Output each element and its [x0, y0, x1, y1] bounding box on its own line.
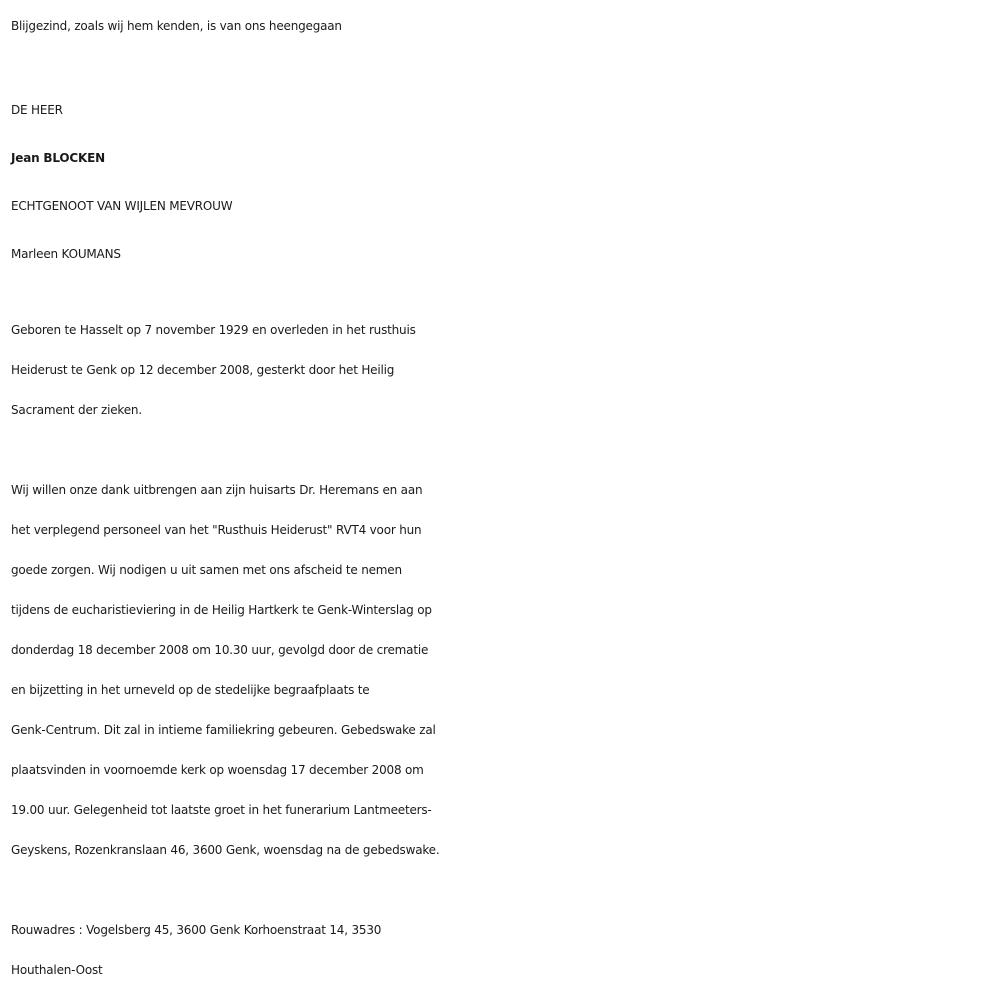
spacer — [11, 46, 996, 86]
paragraph-line: Heiderust te Genk op 12 december 2008, gesterkt door het Heilig — [11, 363, 395, 377]
honorific: DE HEER — [11, 103, 63, 117]
spacer — [11, 870, 996, 910]
paragraph-line: tijdens de eucharistieviering in de Heilig Hartkerk te Genk-Winterslag op — [11, 603, 432, 617]
paragraph-line: plaatsvinden in voornoemde kerk op woensdag 17 december 2008 om — [11, 763, 424, 777]
paragraph-line: Houthalen-Oost — [11, 963, 103, 977]
spacer — [11, 278, 996, 310]
paragraph-line: 19.00 uur. Gelegenheid tot laatste groet in het funerarium Lantmeeters- — [11, 803, 432, 817]
intro-line: Blijgezind, zoals wij hem kenden, is van ons heengegaan — [11, 19, 342, 33]
thanks-paragraph — [11, 470, 996, 870]
paragraph-line: Wij willen onze dank uitbrengen aan zijn huisarts Dr. Heremans en aan — [11, 483, 423, 497]
relation-line: ECHTGENOOT VAN WIJLEN MEVROUW — [11, 199, 233, 213]
paragraph-line: donderdag 18 december 2008 om 10.30 uur, gevolgd door de crematie — [11, 643, 429, 657]
paragraph-line: Sacrament der zieken. — [11, 403, 142, 417]
spacer — [11, 430, 996, 470]
paragraph-line: Geyskens, Rozenkranslaan 46, 3600 Genk, woensdag na de gebedswake. — [11, 843, 440, 857]
address-paragraph — [11, 910, 996, 990]
paragraph-line: het verplegend personeel van het "Rusthuis Heiderust" RVT4 voor hun — [11, 523, 422, 537]
paragraph-line: Genk-Centrum. Dit zal in intieme familiekring gebeuren. Gebedswake zal — [11, 723, 436, 737]
paragraph-line: goede zorgen. Wij nodigen u uit samen met ons afscheid te nemen — [11, 563, 402, 577]
obituary-document — [11, 6, 996, 990]
spouse-name: Marleen KOUMANS — [11, 247, 121, 261]
paragraph-line: Geboren te Hasselt op 7 november 1929 en overleden in het rusthuis — [11, 323, 416, 337]
deceased-name: Jean BLOCKEN — [11, 151, 105, 165]
paragraph-line: en bijzetting in het urneveld op de stedelijke begraafplaats te — [11, 683, 370, 697]
birth-death-paragraph — [11, 310, 996, 430]
paragraph-line: Rouwadres : Vogelsberg 45, 3600 Genk Korhoenstraat 14, 3530 — [11, 923, 382, 937]
